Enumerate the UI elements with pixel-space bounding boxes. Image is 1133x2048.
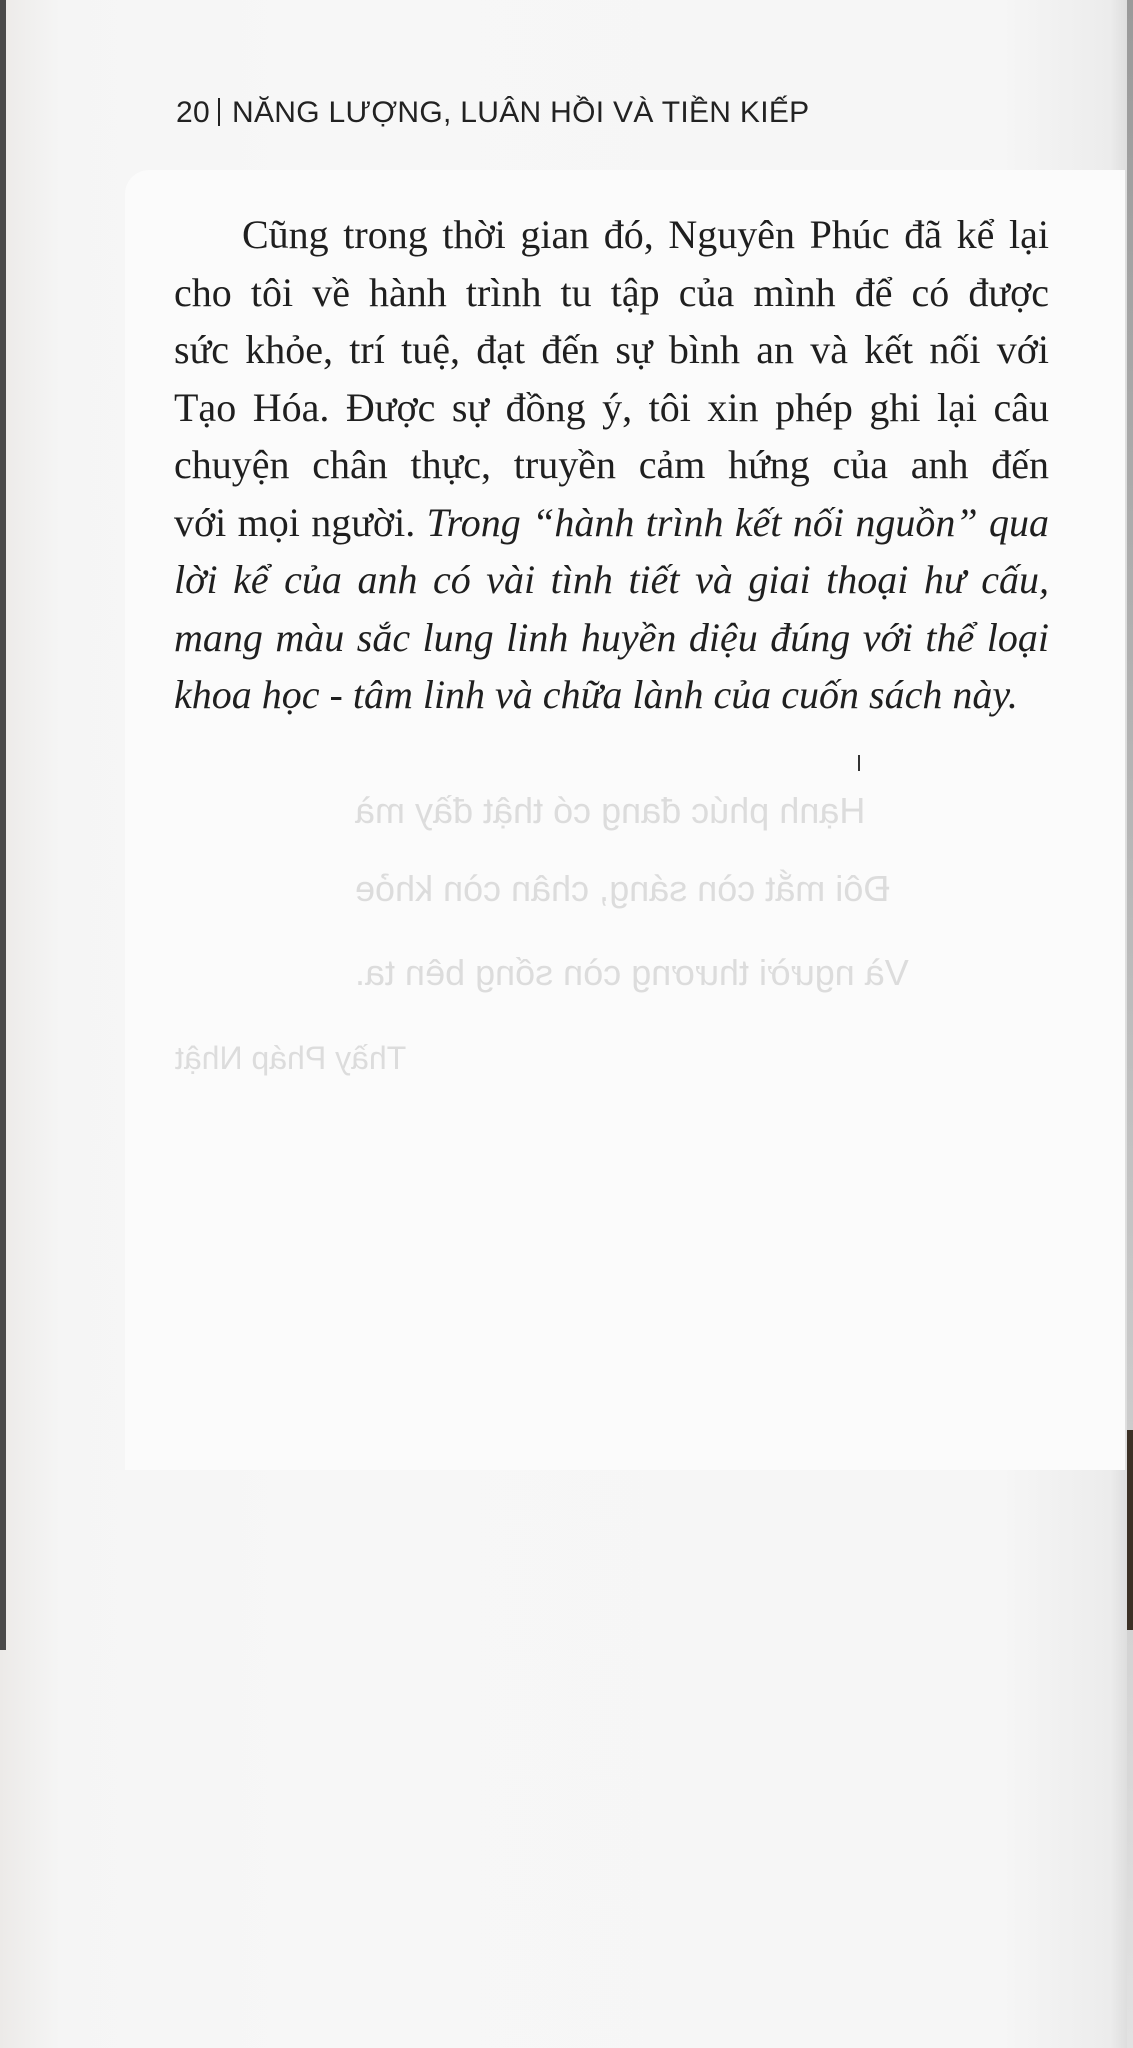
show-through-line-2: Đôi mắt còn sáng, chân còn khỏe [355,868,890,909]
paragraph-line-mixed [174,494,1049,552]
show-through-line-4: Thầy Pháp Nhật [175,1040,407,1076]
paragraph-line: Cũng trong thời gian đó, Nguyên Phúc đã kể lại [242,212,1049,257]
italic-text: Trong “hành trình kết nối nguồn” qua [426,499,1049,545]
paragraph-line: chuyện chân thực, truyền cảm hứng của anh đến [174,442,1049,487]
paragraph-line: Tạo Hóa. Được sự đồng ý, tôi xin phép ghi lại câu [174,384,1049,430]
paragraph-line: sức khỏe, trí tuệ, đạt đến sự bình an và kết nối với [174,327,1049,372]
book-title: NĂNG LƯỢNG, LUÂN HỒI VÀ TIỀN KIẾP [231,96,810,129]
page-edge-mark [1127,1430,1133,1630]
paragraph-line-italic: khoa học - tâm linh và chữa lành của cuốn sách này. [174,672,1018,717]
header-divider [218,98,220,126]
paragraph-line: cho tôi về hành trình tu tập của mình để có được [174,269,1049,315]
print-mark [858,755,860,771]
page-number: 20 [176,96,210,129]
regular-text: với mọi người. [174,499,427,545]
running-header [176,96,809,130]
show-through-line-3: Và người thương còn sống bên ta. [355,952,909,993]
show-through-line-1: Hạnh phúc đang có thật đầy mà [355,790,866,831]
paragraph-line-italic: lời kể của anh có vài tình tiết và giai thoại hư cấu, [174,557,1049,602]
scan-left-edge [0,0,6,1650]
body-paragraph [174,206,1049,724]
page-right-edge [1127,0,1133,2048]
paragraph-line-italic: mang màu sắc lung linh huyền diệu đúng với thể loại [174,614,1049,660]
